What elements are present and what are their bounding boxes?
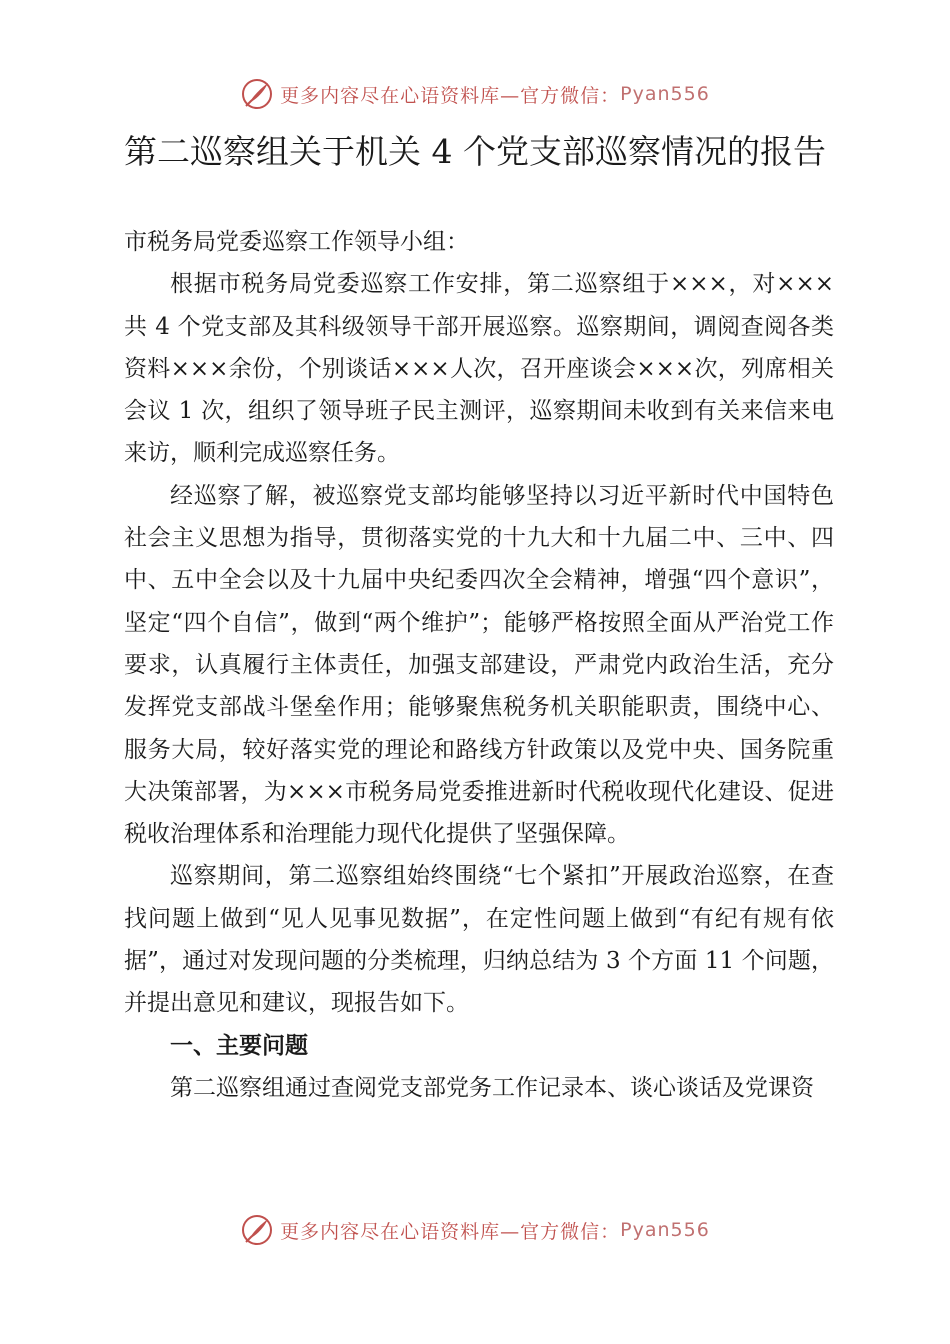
document-title: 第二巡察组关于机关 4 个党支部巡察情况的报告 — [124, 132, 826, 171]
paragraph-summary: 巡察期间，第二巡察组始终围绕“七个紧扣”开展政治巡察，在查找问题上做到“见人见事见数据”，在定性问题上做到“有纪有规有依据”，通过对发现问题的分类梳理，归纳总结为 3 个方面 11 个问题，并提出意见和建议，现报告如下。 — [124, 863, 834, 1017]
document-body — [124, 221, 834, 1109]
watermark-wechat-id: Pyan556 — [620, 1219, 710, 1241]
watermark-header — [0, 74, 950, 114]
watermark-text: 更多内容尽在心语资料库—官方微信： — [280, 84, 621, 107]
paragraph-intro: 根据市税务局党委巡察工作安排，第二巡察组于×××，对×××共 4 个党支部及其科级领导干部开展巡察。巡察期间，调阅查阅各类资料×××余份，个别谈话×××人次，召开座谈会×××次，列席相关会议 1 次，组织了领导班子民主测评，巡察期间未收到有关来信来电来访，顺利完成巡察任务。 — [124, 271, 834, 467]
watermark-wechat-id: Pyan556 — [620, 83, 710, 105]
section-heading: 一、主要问题 — [170, 1032, 308, 1059]
watermark-footer — [0, 1210, 950, 1250]
watermark-text: 更多内容尽在心语资料库—官方微信： — [280, 1220, 621, 1243]
quill-logo-icon — [240, 77, 274, 111]
paragraph-assessment: 经巡察了解，被巡察党支部均能够坚持以习近平新时代中国特色社会主义思想为指导，贯彻落实党的十九大和十九届二中、三中、四中、五中全会以及十九届中央纪委四次全会精神，增强“四个意识”，坚定“四个自信”，做到“两个维护”；能够严格按照全面从严治党工作要求，认真履行主体责任，加强支部建设，严肃党内政治生活，充分发挥党支部战斗堡垒作用；能够聚焦税务机关职能职责，围绕中心、 服务大局，较好落实党的理论和路线方针政策以及党中央、国务院重大决策部署，为×××市税务局党委推进新时代税收现代化建设、促进税收治理体系和治理能力现代化提供了坚强保障。 — [124, 482, 834, 848]
section-paragraph: 第二巡察组通过查阅党支部党务工作记录本、谈心谈话及党课资 — [170, 1074, 814, 1101]
quill-logo-icon — [240, 1213, 274, 1247]
salutation: 市税务局党委巡察工作领导小组： — [124, 229, 469, 255]
